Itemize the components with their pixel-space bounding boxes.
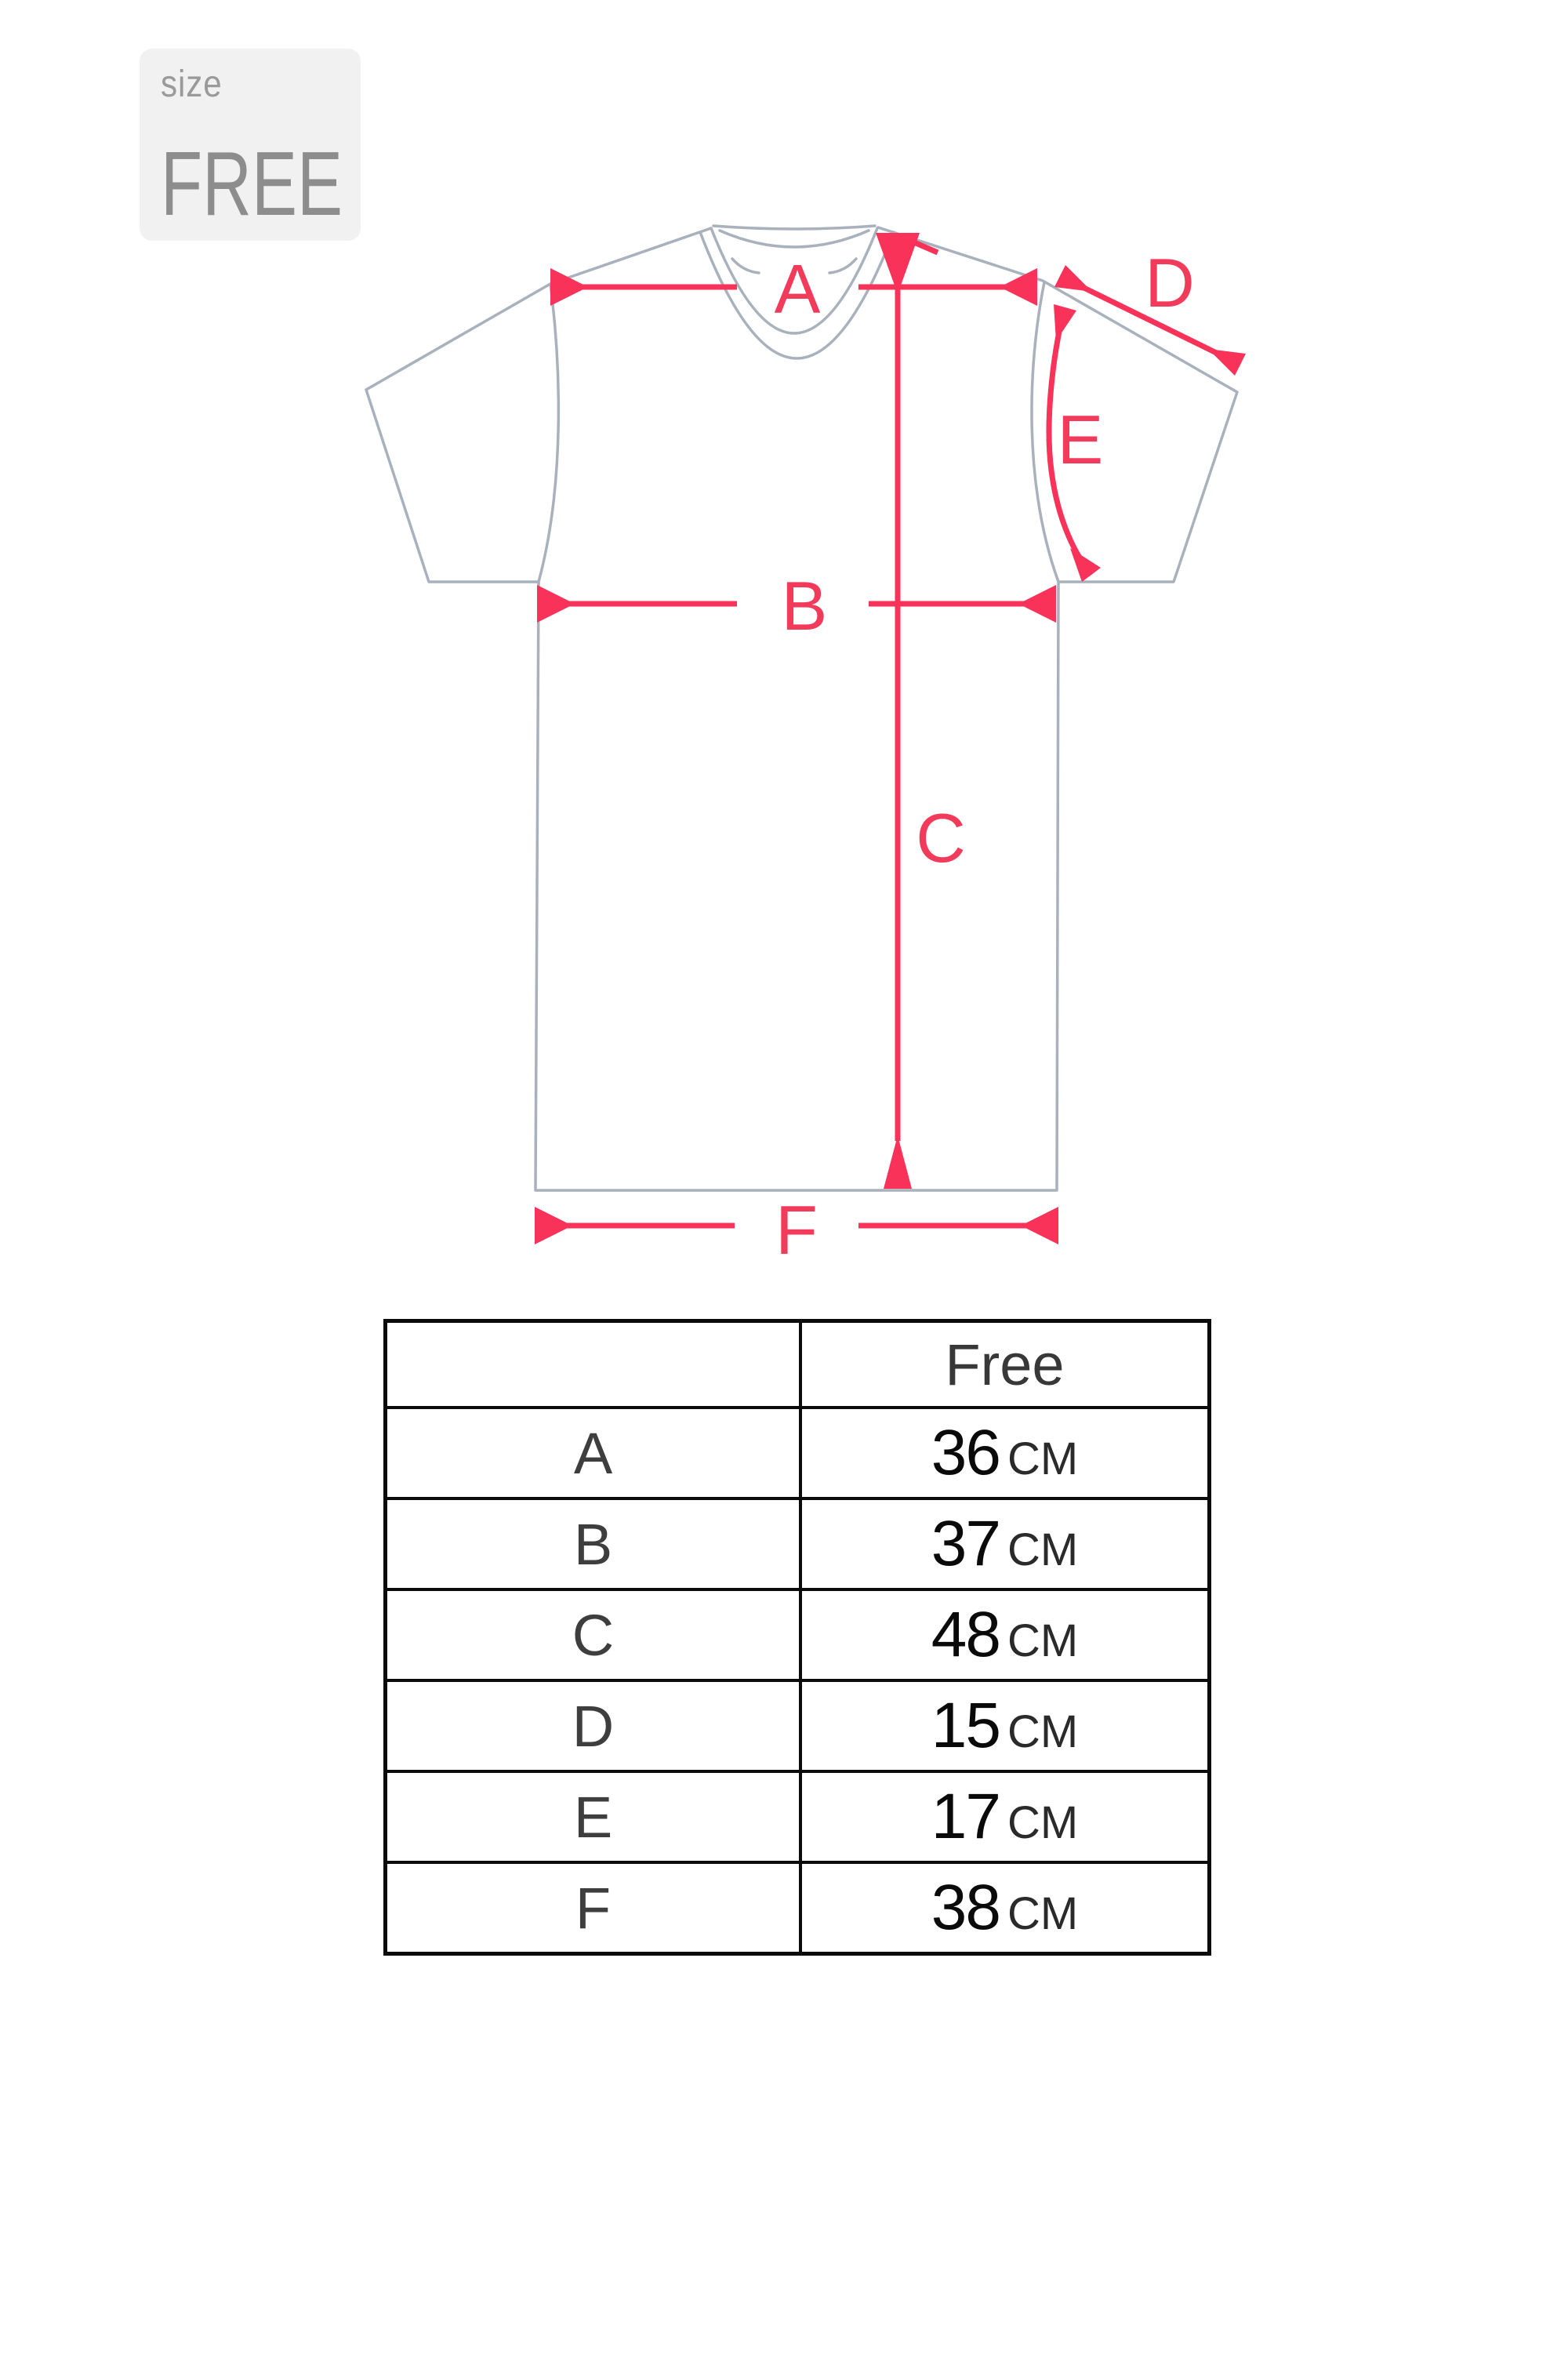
measure-unit: CM xyxy=(1007,1797,1079,1848)
measure-value: 38 xyxy=(931,1872,1000,1943)
measure-letter: B xyxy=(386,1498,801,1589)
measure-label-b: B xyxy=(781,567,828,645)
table-row xyxy=(386,1862,1210,1954)
measure-value: 15 xyxy=(931,1690,1000,1761)
size-badge-label: size xyxy=(161,64,223,105)
armhole-right xyxy=(1032,282,1058,582)
measure-letter: C xyxy=(386,1589,801,1680)
table-row xyxy=(386,1408,1210,1498)
measure-value-cell xyxy=(800,1498,1210,1589)
measure-letter: A xyxy=(386,1408,801,1498)
measure-line-c xyxy=(876,233,920,1189)
table-row xyxy=(386,1498,1210,1589)
measure-unit: CM xyxy=(1007,1433,1079,1484)
header-empty-cell xyxy=(386,1321,801,1408)
armhole-left xyxy=(539,284,558,582)
measure-letter: D xyxy=(386,1680,801,1771)
measure-label-f: F xyxy=(775,1191,818,1269)
collar-seam-tick-right xyxy=(829,259,856,273)
measure-unit: CM xyxy=(1007,1888,1079,1939)
collar-seam-tick-left xyxy=(732,259,759,273)
measure-unit: CM xyxy=(1007,1524,1079,1575)
size-badge-value: FREE xyxy=(161,133,343,234)
measure-label-c: C xyxy=(916,799,966,877)
measure-value-cell xyxy=(800,1771,1210,1862)
measure-value: 48 xyxy=(931,1599,1000,1670)
measure-letter: F xyxy=(386,1862,801,1954)
table-row xyxy=(386,1771,1210,1862)
measure-label-e: E xyxy=(1057,401,1104,478)
measure-value-cell xyxy=(800,1680,1210,1771)
table-row xyxy=(386,1680,1210,1771)
measure-unit: CM xyxy=(1007,1706,1079,1757)
measure-value-cell xyxy=(800,1862,1210,1954)
table-row xyxy=(386,1589,1210,1680)
measure-value: 36 xyxy=(931,1417,1000,1488)
collar-back-bottom xyxy=(720,231,869,247)
header-size-cell: Free xyxy=(800,1321,1210,1408)
shirt-outline xyxy=(366,227,1237,1190)
measure-value: 37 xyxy=(931,1508,1000,1579)
size-table xyxy=(383,1319,1211,1956)
measure-unit: CM xyxy=(1007,1615,1079,1666)
collar-back-top xyxy=(713,226,875,229)
measure-value: 17 xyxy=(931,1781,1000,1852)
measure-label-d: D xyxy=(1145,244,1195,321)
measure-label-a: A xyxy=(774,250,821,328)
measure-letter: E xyxy=(386,1771,801,1862)
measure-value-cell xyxy=(800,1408,1210,1498)
measure-value-cell xyxy=(800,1589,1210,1680)
table-header-row xyxy=(386,1321,1210,1408)
